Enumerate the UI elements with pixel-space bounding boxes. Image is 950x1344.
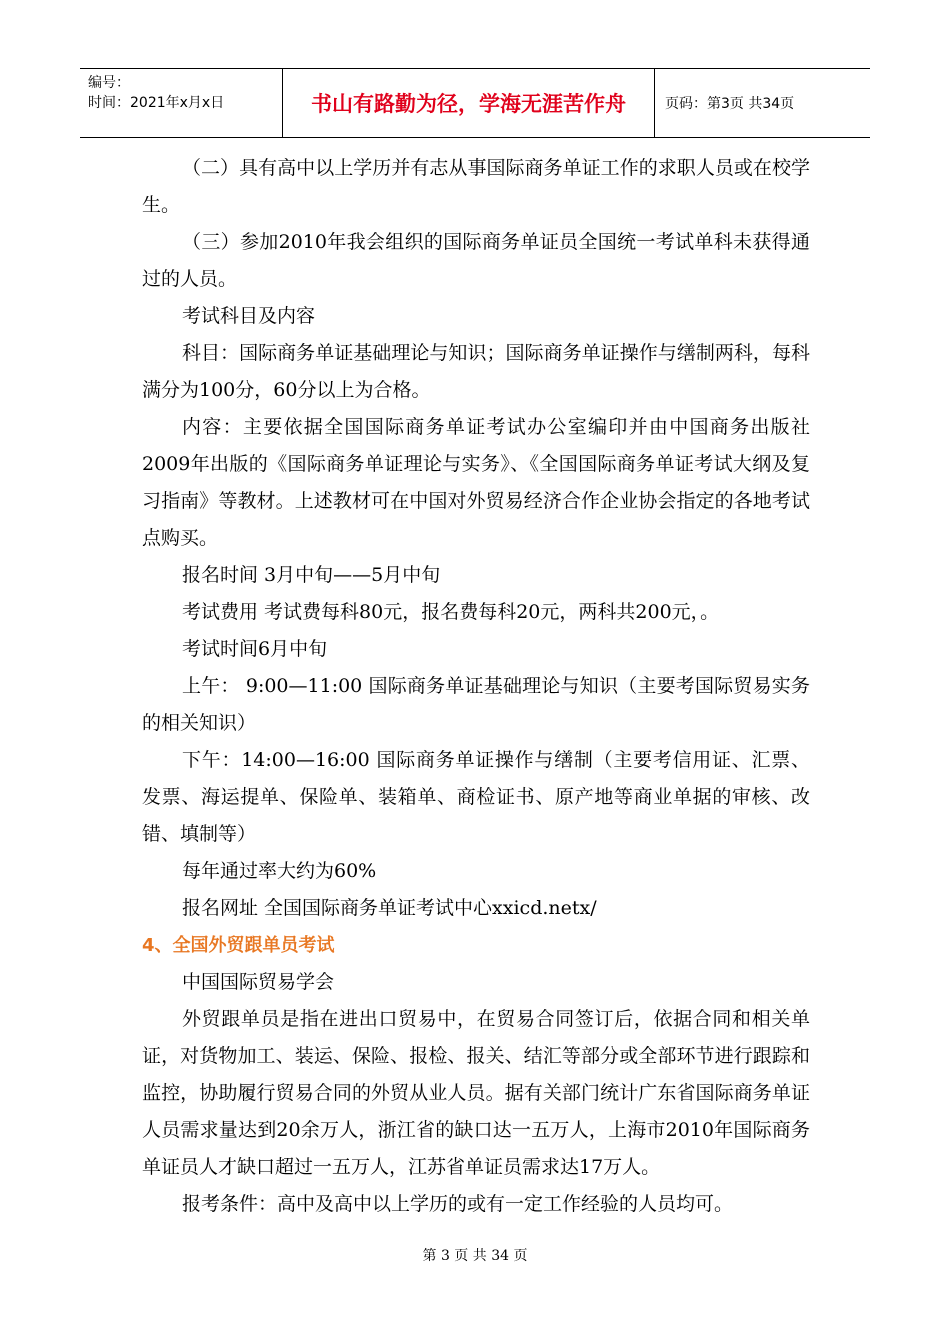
document-body [142,150,810,1223]
paragraph: 科目：国际商务单证基础理论与知识；国际商务单证操作与缮制两科，每科满分为100分，60分以上为合格。 [142,342,810,401]
paragraph: 中国国际贸易学会 [182,971,335,993]
page-footer: 第 3 页 共 34 页 [422,1248,528,1264]
doc-date: 时间：2021年x月x日 [88,95,225,111]
paragraph: 外贸跟单员是指在进出口贸易中，在贸易合同签订后，依据合同和相关单证，对货物加工、装运、保险、报检、报关、结汇等部分或全部环节进行跟踪和监控，协助履行贸易合同的外贸从业人员。据有关部门统计广东省国际商务单证人员需求量达到20余万人，浙江省的缺口达一五万人，上海市2010年国际商务单证员人才缺口超过一五万人，江苏省单证员需求达17万人。 [142,1008,810,1178]
paragraph: （三）参加2010年我会组织的国际商务单证员全国统一考试单科未获得通过的人员。 [142,231,810,290]
paragraph: 报名时间 3月中旬——5月中旬 [182,564,441,586]
paragraph: 每年通过率大约为60% [182,860,377,882]
section-heading: 4、全国外贸跟单员考试 [142,935,335,956]
header-motto: 书山有路勤为径，学海无涯苦作舟 [282,69,655,137]
paragraph: 内容：主要依据全国国际商务单证考试办公室编印并由中国商务出版社2009年出版的《国际商务单证理论与实务》、《全国国际商务单证考试大纲及复习指南》等教材。上述教材可在中国对外贸易经济合作企业协会指定的各地考试点购买。 [142,416,810,549]
paragraph: 报考条件：高中及高中以上学历的或有一定工作经验的人员均可。 [182,1193,734,1215]
paragraph: 上午： 9:00—11:00 国际商务单证基础理论与知识（主要考国际贸易实务的相关知识） [142,675,810,734]
paragraph: 考试费用 考试费每科80元，报名费每科20元，两科共200元，。 [182,601,720,623]
paragraph: 报名网址 全国国际商务单证考试中心xxicd.netx/ [182,897,597,919]
paragraph: （二）具有高中以上学历并有志从事国际商务单证工作的求职人员或在校学生。 [142,157,810,216]
paragraph: 考试科目及内容 [182,305,316,327]
paragraph: 下午：14:00—16:00 国际商务单证操作与缮制（主要考信用证、汇票、发票、海运提单、保险单、装箱单、商检证书、原产地等商业单据的审核、改错、填制等） [142,749,810,845]
doc-number: 编号： [88,75,130,91]
page-header [80,68,870,138]
header-meta [80,69,282,137]
header-page-info: 页码：第3页 共34页 [665,96,795,112]
paragraph: 考试时间6月中旬 [182,638,328,660]
